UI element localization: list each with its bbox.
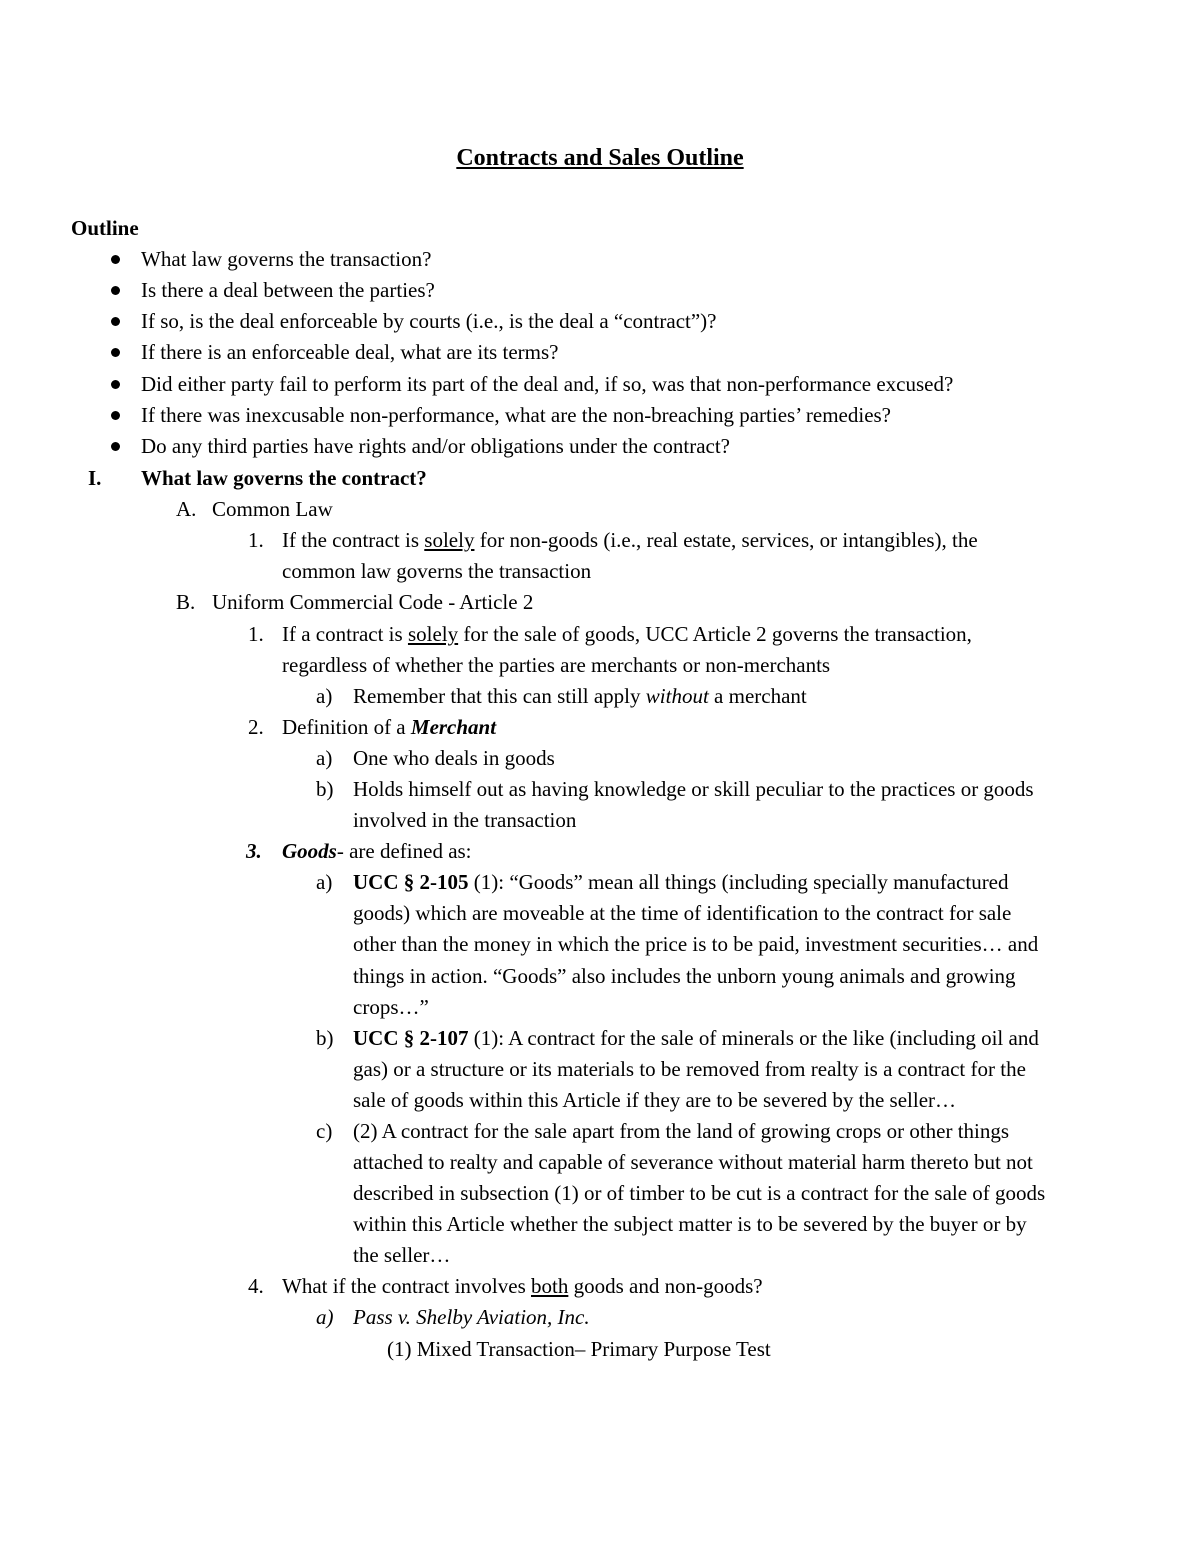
item-text xyxy=(282,712,496,743)
item-text-part: (1): “Goods” mean all things (including specially manufactured xyxy=(468,870,1009,894)
bullet-icon xyxy=(111,255,120,264)
item-text-part: for non-goods (i.e., real estate, services, or intangibles), the xyxy=(474,528,978,552)
sub-item-text-continued: sale of goods within this Article if they are to be severed by the seller… xyxy=(353,1088,957,1112)
item-number: 1. xyxy=(248,528,264,552)
item-text-part: If the contract is xyxy=(282,528,425,552)
sub-item-label: b) xyxy=(316,1026,334,1050)
sub-item-text-continued: other than the money in which the price is to be paid, investment securities… and xyxy=(353,932,1039,956)
item-number: 4. xyxy=(248,1274,264,1298)
sub-item-text-continued: things in action. “Goods” also includes the unborn young animals and growing xyxy=(353,964,1016,988)
subsection-label: B. xyxy=(176,590,196,614)
subsection-heading: Uniform Commercial Code - Article 2 xyxy=(212,590,534,614)
emphasis-underline: both xyxy=(531,1274,569,1298)
item-text xyxy=(282,1271,763,1302)
sub-sub-item-text: (1) Mixed Transaction– Primary Purpose Test xyxy=(387,1337,771,1361)
sub-item-label: c) xyxy=(316,1119,333,1143)
item-text-part: for the sale of goods, UCC Article 2 governs the transaction, xyxy=(458,622,972,646)
bullet-icon xyxy=(111,348,120,357)
emphasis-italic: without xyxy=(645,684,709,708)
bullet-item: If there is an enforceable deal, what are its terms? xyxy=(141,340,559,364)
sub-item-text-continued: within this Article whether the subject matter is to be severed by the buyer or by xyxy=(353,1212,1027,1236)
sub-item-label: a) xyxy=(316,1305,334,1329)
sub-item-text-continued: the seller… xyxy=(353,1243,451,1267)
sub-item-text-continued: goods) which are moveable at the time of identification to the contract for sale xyxy=(353,901,1012,925)
statute-citation: UCC § 2-107 xyxy=(353,1026,469,1050)
item-text-continued: common law governs the transaction xyxy=(282,559,592,583)
item-text-part: Definition of a xyxy=(282,715,411,739)
document-title: Contracts and Sales Outline xyxy=(456,145,744,171)
bullet-icon xyxy=(111,286,120,295)
item-number: 2. xyxy=(248,715,264,739)
bullet-item: If so, is the deal enforceable by courts (i.e., is the deal a “contract”)? xyxy=(141,309,717,333)
sub-item-label: a) xyxy=(316,746,333,770)
item-text-part: a merchant xyxy=(708,684,807,708)
item-text-part: If a contract is xyxy=(282,622,408,646)
bullet-item: Did either party fail to perform its part of the deal and, if so, was that non-performance excused? xyxy=(141,372,954,396)
item-text-part: goods and non-goods? xyxy=(568,1274,763,1298)
case-name: Pass v. Shelby Aviation, Inc. xyxy=(353,1305,590,1329)
sub-item-text: Holds himself out as having knowledge or skill peculiar to the practices or goods xyxy=(353,777,1034,801)
sub-item-label: b) xyxy=(316,777,334,801)
sub-item-text-continued: gas) or a structure or its materials to be removed from realty is a contract for the xyxy=(353,1057,1026,1081)
bullet-item: Do any third parties have rights and/or obligations under the contract? xyxy=(141,434,730,458)
sub-item-text: One who deals in goods xyxy=(353,746,555,770)
subsection-label: A. xyxy=(176,497,197,521)
bullet-item: What law governs the transaction? xyxy=(141,247,432,271)
sub-item-text xyxy=(353,867,1009,898)
section-heading: What law governs the contract? xyxy=(141,466,427,490)
subsection-heading: Common Law xyxy=(212,497,333,521)
statute-citation: UCC § 2-105 xyxy=(353,870,469,894)
item-number: 1. xyxy=(248,622,264,646)
bullet-icon xyxy=(111,317,120,326)
section-number: I. xyxy=(88,466,102,490)
sub-item-text-continued: described in subsection (1) or of timber to be cut is a contract for the sale of goods xyxy=(353,1181,1046,1205)
item-text-part: Remember that this can still apply xyxy=(353,684,646,708)
sub-item-text xyxy=(353,1023,1039,1054)
item-text xyxy=(282,619,972,650)
bullet-item: Is there a deal between the parties? xyxy=(141,278,435,302)
bullet-icon xyxy=(111,411,120,420)
emphasis-underline: solely xyxy=(407,622,459,646)
emphasis-underline: solely xyxy=(424,528,475,552)
sub-item-text-continued: involved in the transaction xyxy=(353,808,577,832)
outline-heading: Outline xyxy=(71,216,139,240)
sub-item-text: (2) A contract for the sale apart from the land of growing crops or other things xyxy=(353,1119,1010,1143)
sub-item-text-continued: attached to realty and capable of severance without material harm thereto but not xyxy=(353,1150,1033,1174)
item-text-part: What if the contract involves xyxy=(282,1274,531,1298)
bullet-icon xyxy=(111,442,120,451)
item-text xyxy=(282,525,978,556)
item-text-part: (1): A contract for the sale of minerals or the like (including oil and xyxy=(468,1026,1039,1050)
sub-item-text-continued: crops…” xyxy=(353,995,429,1019)
item-text-part: - are defined as: xyxy=(336,839,472,863)
defined-term: Goods xyxy=(282,839,337,863)
item-text xyxy=(282,836,472,867)
sub-item-label: a) xyxy=(316,870,333,894)
sub-item-label: a) xyxy=(316,684,333,708)
item-text-continued: regardless of whether the parties are merchants or non-merchants xyxy=(282,653,831,677)
bullet-icon xyxy=(111,380,120,389)
sub-item-text xyxy=(353,681,807,712)
item-number: 3. xyxy=(246,839,262,863)
bullet-item: If there was inexcusable non-performance, what are the non-breaching parties’ remedies? xyxy=(141,403,892,427)
defined-term: Merchant xyxy=(410,715,497,739)
